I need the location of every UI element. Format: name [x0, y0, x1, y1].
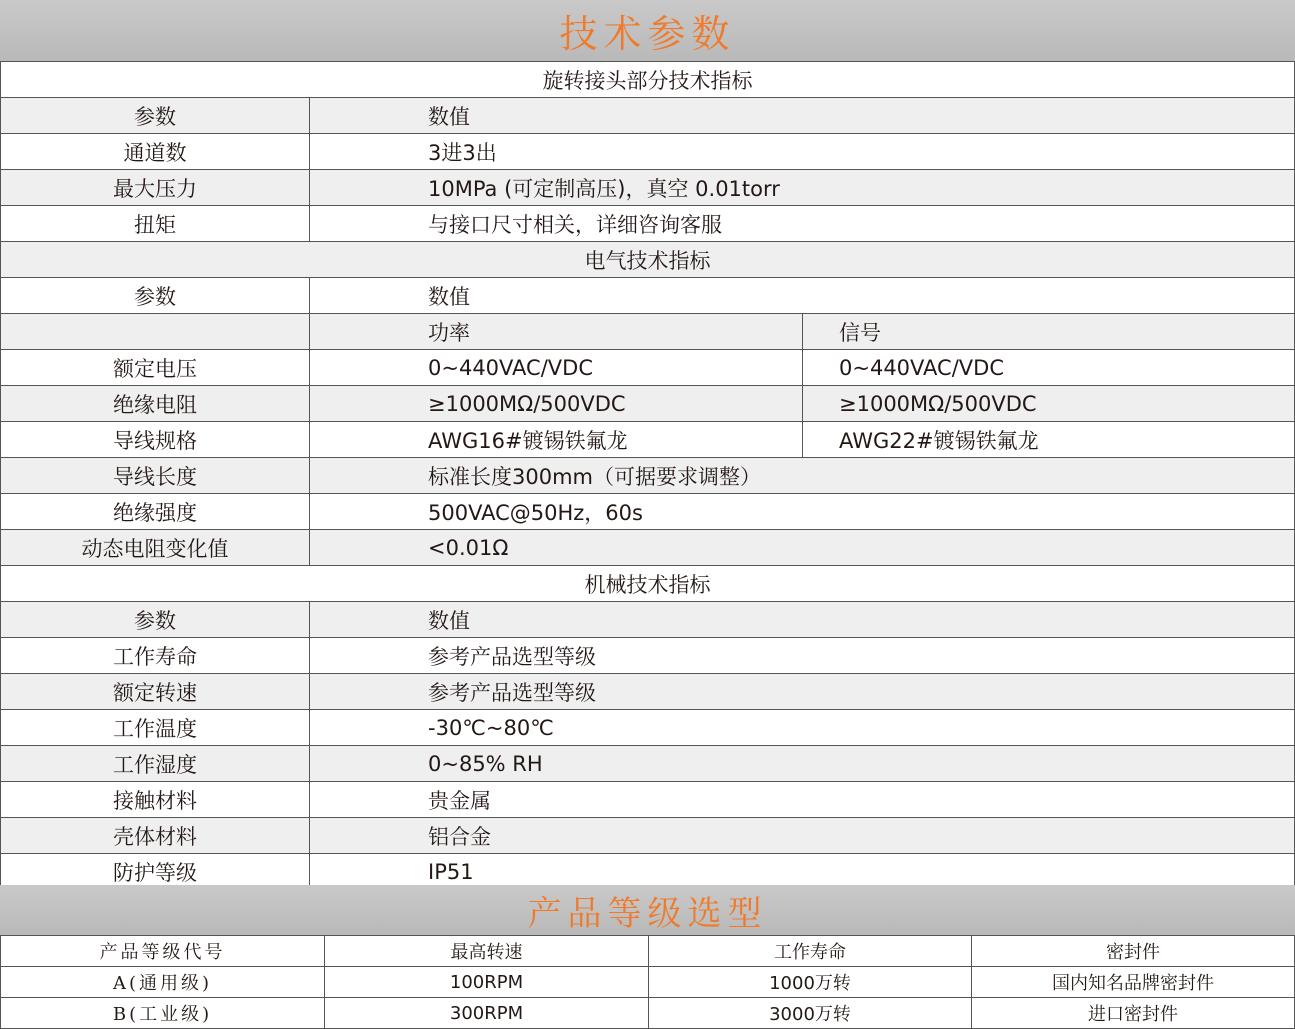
table-row	[1, 206, 1295, 242]
param-cell: 动态电阻变化值	[1, 530, 310, 566]
grade-banner	[0, 885, 1295, 935]
table-row	[1, 998, 1295, 1029]
value-cell: 参考产品选型等级	[310, 674, 1295, 710]
grade-speed-cell: 100RPM	[325, 967, 649, 998]
table-row	[1, 530, 1295, 566]
value-cell: 参考产品选型等级	[310, 638, 1295, 674]
grade-banner-title: 产品等级选型	[527, 893, 768, 934]
power-header: 功率	[310, 314, 803, 350]
grade-code-cell: B(工业级)	[1, 998, 325, 1029]
param-cell: 防护等级	[1, 854, 310, 890]
param-cell: 额定电压	[1, 350, 310, 386]
grade-speed-cell: 300RPM	[325, 998, 649, 1029]
grade-seal-cell: 进口密封件	[972, 998, 1295, 1029]
grade-header-code: 产品等级代号	[1, 936, 325, 967]
table-row	[1, 494, 1295, 530]
value-cell: 与接口尺寸相关，详细咨询客服	[310, 206, 1295, 242]
power-cell: 0~440VAC/VDC	[310, 350, 803, 386]
table-row	[1, 638, 1295, 674]
grade-life-cell: 3000万转	[649, 998, 972, 1029]
grade-header-seal: 密封件	[972, 936, 1295, 967]
param-cell: 导线规格	[1, 422, 310, 458]
grade-life-cell: 1000万转	[649, 967, 972, 998]
value-cell: 500VAC@50Hz，60s	[310, 494, 1295, 530]
param-cell: 导线长度	[1, 458, 310, 494]
param-cell-empty	[1, 314, 310, 350]
table-row	[1, 782, 1295, 818]
signal-cell: ≥1000MΩ/500VDC	[803, 386, 1295, 422]
power-cell: AWG16#镀锡铁氟龙	[310, 422, 803, 458]
param-cell: 通道数	[1, 134, 310, 170]
grade-header-life: 工作寿命	[649, 936, 972, 967]
value-header: 数值	[310, 278, 1295, 314]
param-cell: 绝缘强度	[1, 494, 310, 530]
value-cell: 10MPa (可定制高压)，真空 0.01torr	[310, 170, 1295, 206]
grade-seal-cell: 国内知名品牌密封件	[972, 967, 1295, 998]
table-row	[1, 458, 1295, 494]
power-cell: ≥1000MΩ/500VDC	[310, 386, 803, 422]
param-cell: 接触材料	[1, 782, 310, 818]
value-cell: 贵金属	[310, 782, 1295, 818]
param-cell: 额定转速	[1, 674, 310, 710]
value-cell: 铝合金	[310, 818, 1295, 854]
value-cell: -30℃~80℃	[310, 710, 1295, 746]
value-cell: 0~85% RH	[310, 746, 1295, 782]
spec-table	[0, 61, 1295, 890]
table-row	[1, 710, 1295, 746]
param-cell: 壳体材料	[1, 818, 310, 854]
table-row	[1, 278, 1295, 314]
grade-code-cell: A(通用级)	[1, 967, 325, 998]
param-cell: 工作湿度	[1, 746, 310, 782]
value-cell: IP51	[310, 854, 1295, 890]
value-cell: 标准长度300mm（可据要求调整）	[310, 458, 1295, 494]
grade-table	[0, 935, 1295, 1029]
table-row	[1, 134, 1295, 170]
param-cell: 工作温度	[1, 710, 310, 746]
grade-header-row	[1, 936, 1295, 967]
section-title-electric: 电气技术指标	[1, 242, 1295, 278]
section-title-rotary: 旋转接头部分技术指标	[1, 62, 1295, 98]
param-cell: 扭矩	[1, 206, 310, 242]
table-row	[1, 674, 1295, 710]
param-header: 参数	[1, 602, 310, 638]
grade-header-speed: 最高转速	[325, 936, 649, 967]
value-cell: 3进3出	[310, 134, 1295, 170]
signal-cell: 0~440VAC/VDC	[803, 350, 1295, 386]
section-title-mechanical: 机械技术指标	[1, 566, 1295, 602]
value-cell: <0.01Ω	[310, 530, 1295, 566]
spec-banner-title: 技术参数	[559, 12, 736, 56]
table-row	[1, 422, 1295, 458]
table-row	[1, 602, 1295, 638]
table-row	[1, 314, 1295, 350]
table-row	[1, 350, 1295, 386]
table-row	[1, 386, 1295, 422]
param-cell: 工作寿命	[1, 638, 310, 674]
table-row	[1, 170, 1295, 206]
param-cell: 最大压力	[1, 170, 310, 206]
value-header: 数值	[310, 602, 1295, 638]
param-header: 参数	[1, 278, 310, 314]
signal-cell: AWG22#镀锡铁氟龙	[803, 422, 1295, 458]
table-row	[1, 98, 1295, 134]
value-header: 数值	[310, 98, 1295, 134]
table-row	[1, 746, 1295, 782]
spec-banner	[0, 0, 1295, 61]
signal-header: 信号	[803, 314, 1295, 350]
table-row	[1, 967, 1295, 998]
param-cell: 绝缘电阻	[1, 386, 310, 422]
table-row	[1, 818, 1295, 854]
param-header: 参数	[1, 98, 310, 134]
